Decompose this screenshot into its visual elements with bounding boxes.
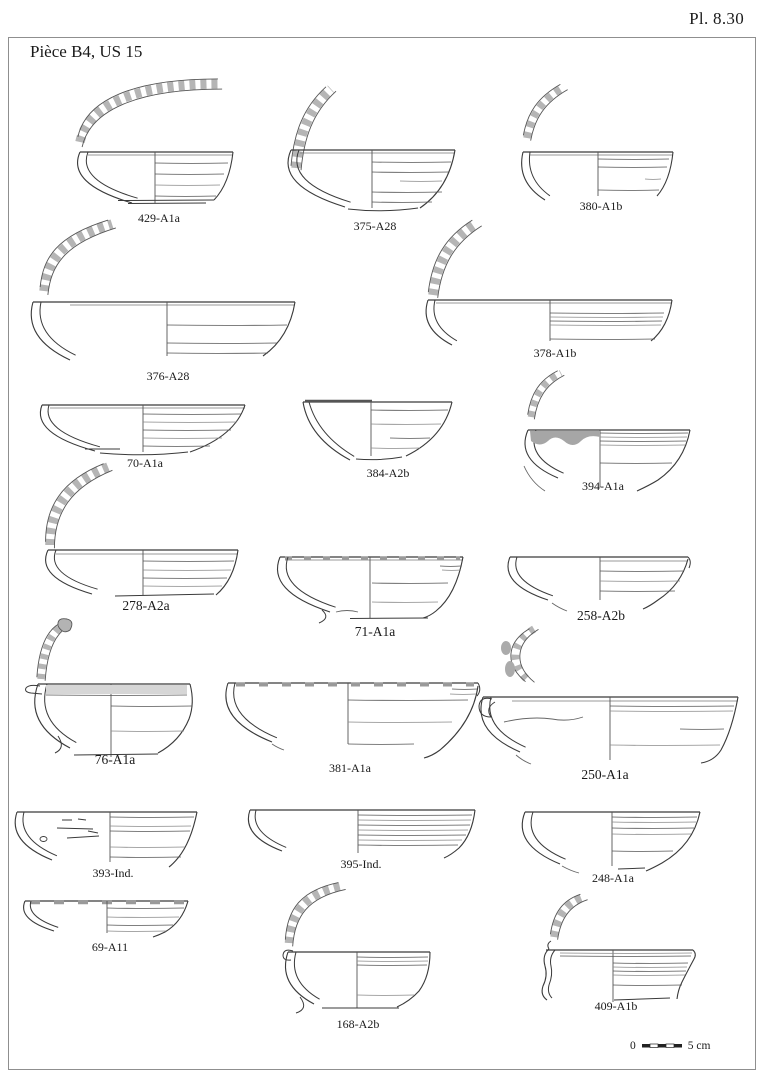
scale-bar-graphic xyxy=(641,1041,683,1051)
vessel-drawing-409-A1b xyxy=(542,894,695,1002)
vessel-drawing-380-A1b xyxy=(522,84,673,200)
vessel-label: 248-A1a xyxy=(592,871,634,885)
vessel-label: 394-A1a xyxy=(582,479,624,493)
vessel-label: 258-A2b xyxy=(577,608,625,623)
vessel-label: 409-A1b xyxy=(594,999,638,1013)
vessel-label: 168-A2b xyxy=(336,1017,380,1031)
vessel-drawing-381-A1a xyxy=(226,683,480,758)
vessel-drawing-378-A1b xyxy=(426,220,672,345)
vessel-label: 375-A28 xyxy=(353,219,397,233)
vessel-label: 378-A1b xyxy=(533,346,577,360)
vessel-label: 384-A2b xyxy=(366,466,410,480)
vessel-drawing-278-A2a xyxy=(46,464,238,596)
vessel-label: 429-A1a xyxy=(138,211,180,225)
vessel-label: 376-A28 xyxy=(146,369,190,383)
vessel-drawing-395-Ind. xyxy=(248,810,475,858)
vessel-label: 71-A1a xyxy=(354,624,396,639)
vessel-drawing-70-A1a xyxy=(40,405,245,455)
vessel-drawing-248-A1a xyxy=(522,812,700,873)
vessel-drawing-393-Ind. xyxy=(15,812,197,867)
vessel-drawing-429-A1a xyxy=(78,79,233,204)
vessel-drawing-394-A1a xyxy=(524,371,690,491)
plate-title: Pièce B4, US 15 xyxy=(30,42,143,61)
vessel-label: 393-Ind. xyxy=(92,866,134,880)
vessel-drawing-384-A2b xyxy=(303,401,452,460)
vessel-label: 69-A11 xyxy=(91,940,129,954)
vessel-drawing-250-A1a xyxy=(479,629,738,764)
vessel-label: 76-A1a xyxy=(94,752,136,767)
vessel-label: 381-A1a xyxy=(329,761,371,775)
vessel-drawing-375-A28 xyxy=(288,87,455,211)
vessel-label: 250-A1a xyxy=(581,767,629,782)
scale-end-label: 5 cm xyxy=(687,1040,711,1052)
vessel-drawing-168-A2b xyxy=(283,883,430,1013)
vessel-drawing-71-A1a xyxy=(277,557,463,623)
vessel-drawing-258-A2b xyxy=(508,557,690,611)
vessel-drawing-69-A11 xyxy=(24,901,188,937)
plate-number: Pl. 8.30 xyxy=(689,9,744,28)
scale-bar xyxy=(630,1040,710,1052)
vessel-label: 395-Ind. xyxy=(340,857,382,871)
vessel-label: 278-A2a xyxy=(122,598,170,613)
vessel-label: 70-A1a xyxy=(127,456,163,470)
vessel-label: 380-A1b xyxy=(579,199,623,213)
vessel-drawing-376-A28 xyxy=(31,220,295,360)
scale-zero-label: 0 xyxy=(630,1040,636,1052)
vessel-drawing-76-A1a xyxy=(26,619,193,757)
